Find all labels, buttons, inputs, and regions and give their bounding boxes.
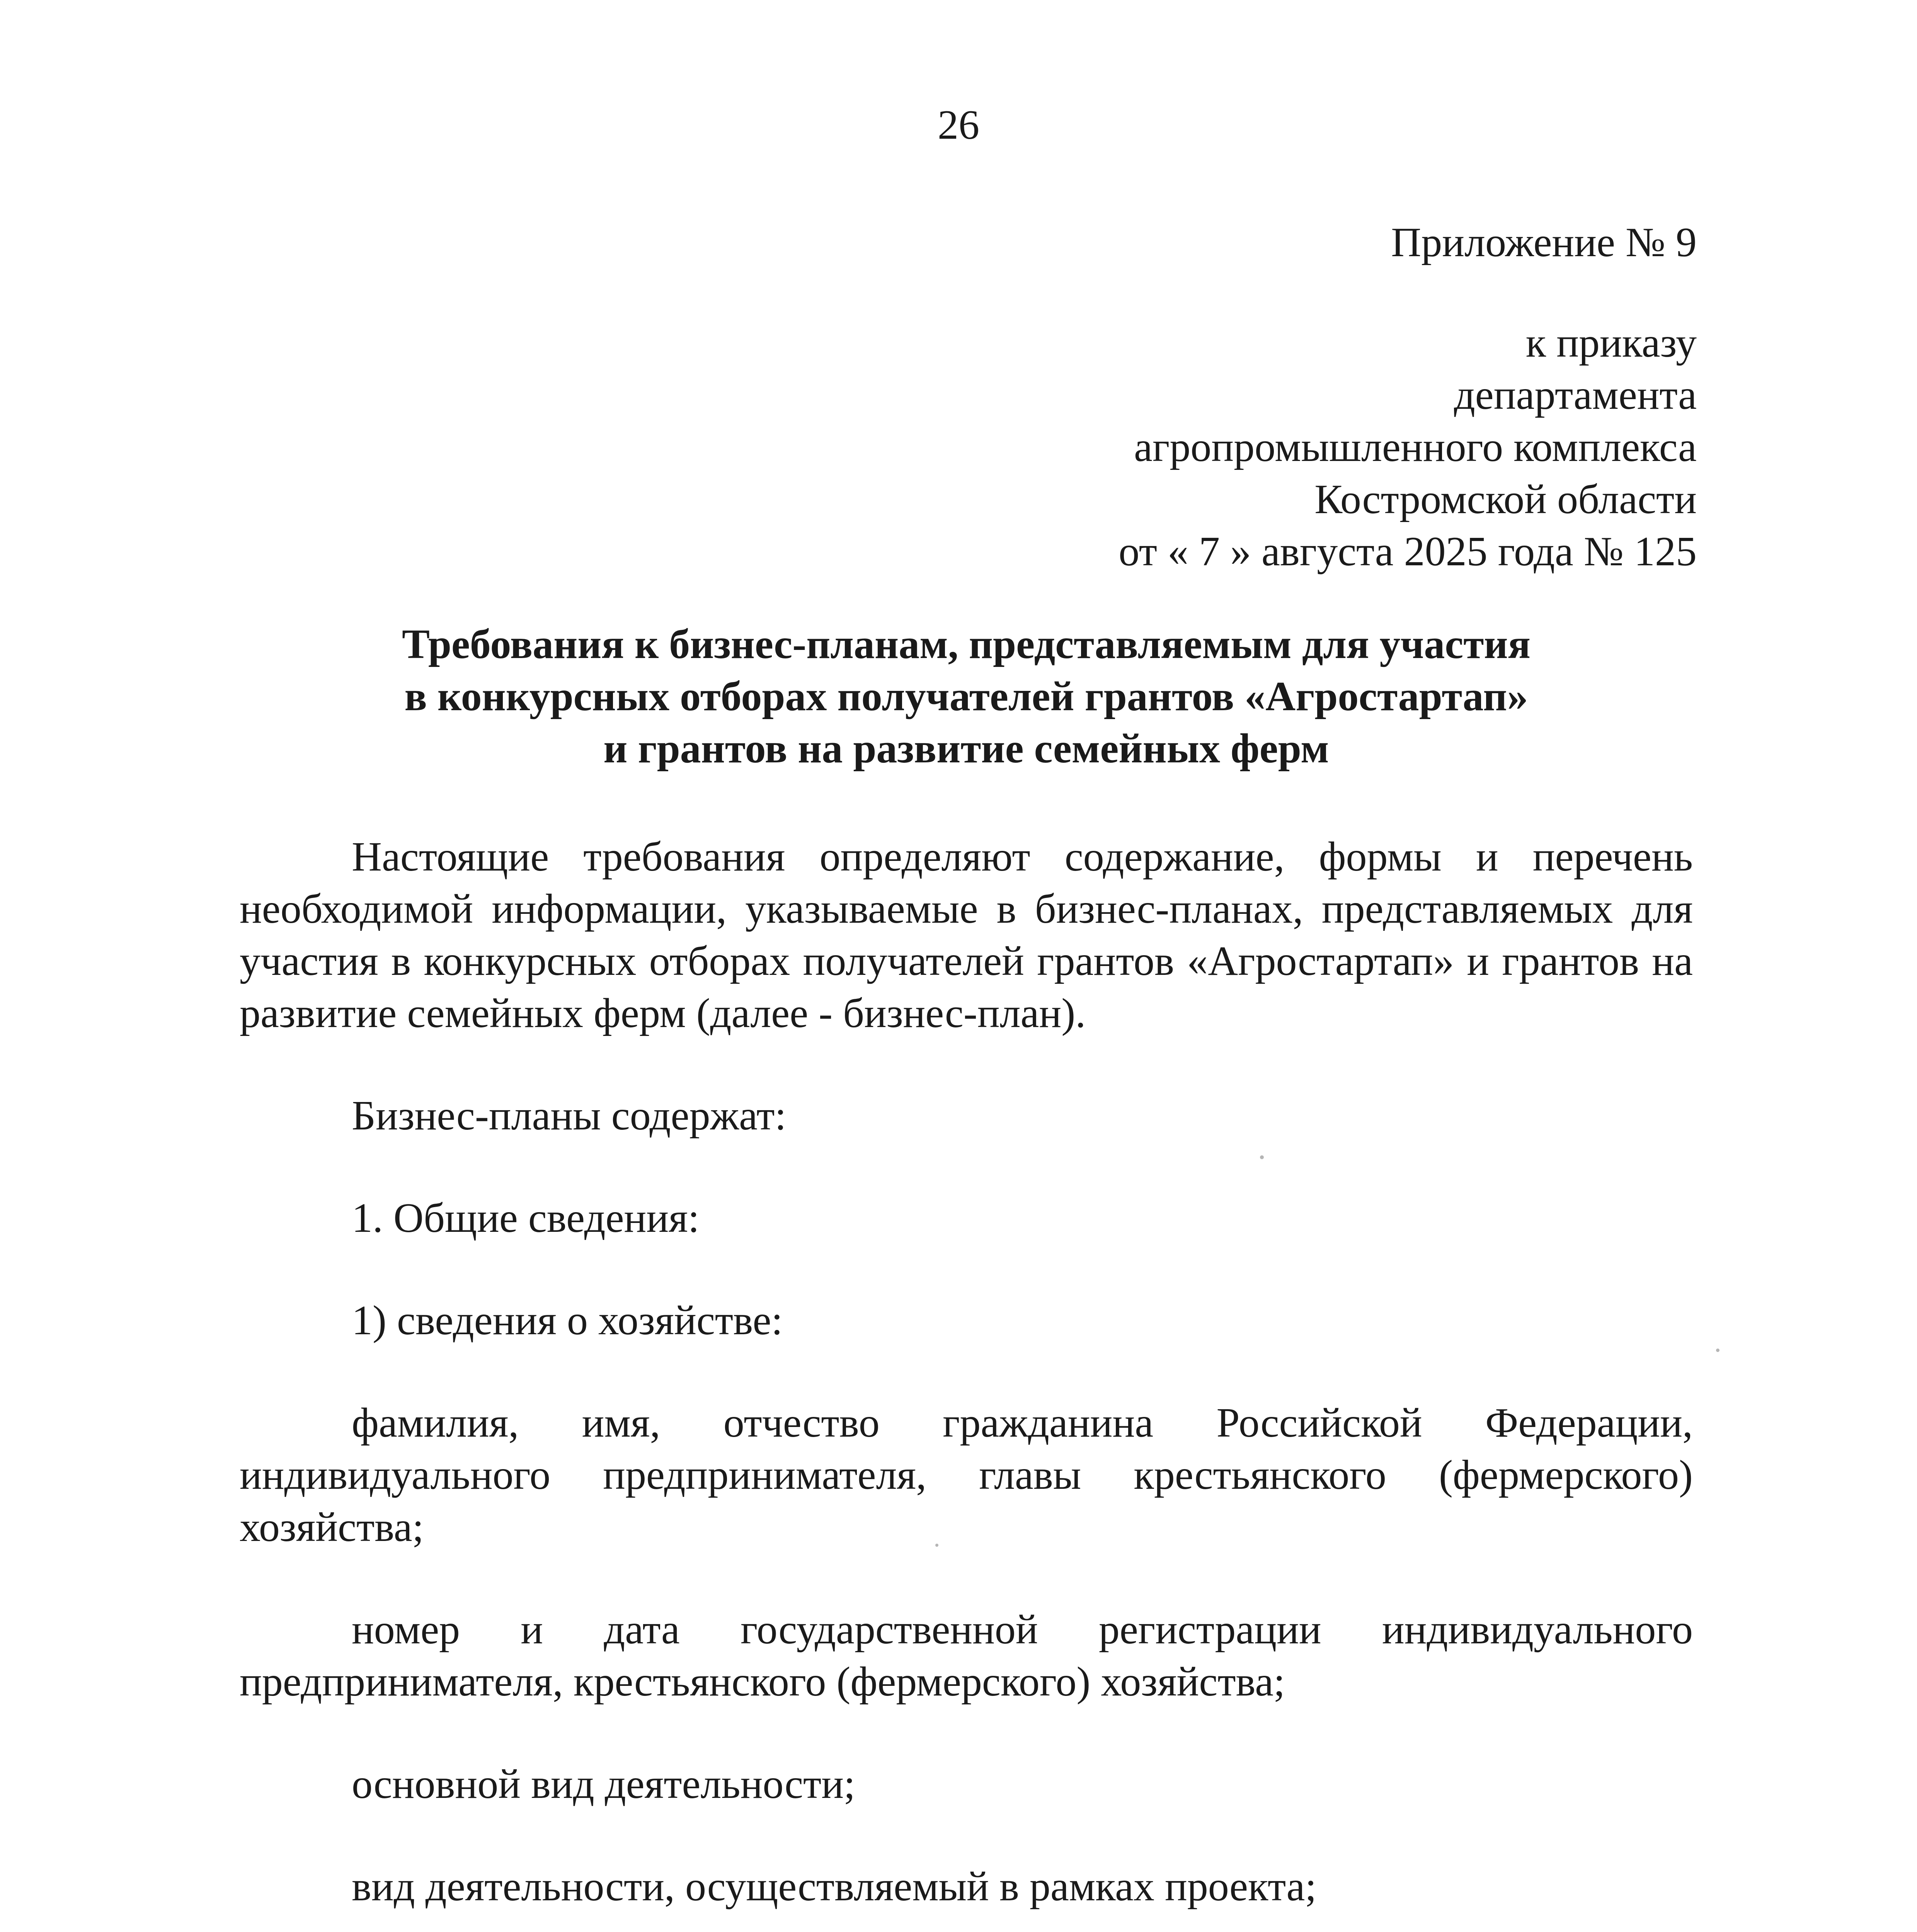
paragraph-full-name: фамилия, имя, отчество гражданина Российской Федерации, индивидуального предпринимателя, главы крестьянского (фермерского) хозяйства; — [240, 1400, 1693, 1550]
order-line-2: департамента — [1454, 372, 1697, 418]
scan-speck — [935, 1544, 938, 1547]
paragraph-item-1: 1) сведения о хозяйстве: — [352, 1298, 783, 1344]
paragraph-section-1: 1. Общие сведения: — [352, 1195, 700, 1241]
scan-speck — [1260, 1155, 1264, 1159]
document-title — [240, 618, 1693, 775]
document-body — [240, 831, 1693, 1932]
order-line-5: от « 7 » августа 2025 года № 125 — [1119, 529, 1697, 575]
paragraph-intro: Настоящие требования определяют содержание, формы и перечень необходимой информации, указываемые в бизнес-планах, представляемых для участия в конкурсных отборах получателей грантов «Агростартап» и грантов на развитие семейных ферм (далее - бизнес-план). — [240, 834, 1693, 1036]
title-line-3: и грантов на развитие семейных ферм — [603, 726, 1329, 772]
title-line-1: Требования к бизнес-планам, представляемым для участия — [402, 621, 1531, 667]
appendix-label: Приложение № 9 — [1391, 219, 1697, 265]
title-line-2: в конкурсных отборах получателей грантов «Агростартап» — [404, 673, 1528, 719]
order-line-3: агропромышленного комплекса — [1134, 424, 1697, 470]
order-line-1: к приказу — [1525, 320, 1697, 366]
scan-speck — [1716, 1349, 1720, 1352]
paragraph-project-activity: вид деятельности, осуществляемый в рамках проекта; — [352, 1864, 1317, 1910]
appendix-header — [730, 216, 1697, 578]
order-line-4: Костромской области — [1314, 476, 1697, 522]
paragraph-main-activity: основной вид деятельности; — [352, 1761, 856, 1807]
paragraph-registration: номер и дата государственной регистрации индивидуального предпринимателя, крестьянского (фермерского) хозяйства; — [240, 1607, 1693, 1705]
page-number: 26 — [938, 102, 979, 148]
paragraph-contents: Бизнес-планы содержат: — [352, 1093, 787, 1139]
